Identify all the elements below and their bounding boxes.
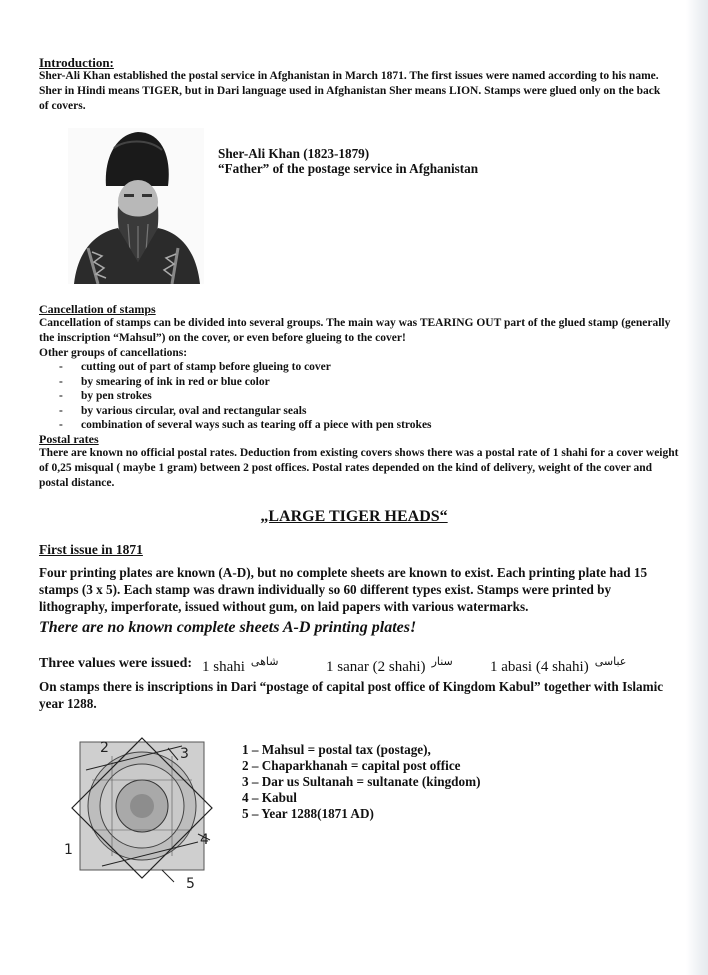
intro-text: Sher-Ali Khan established the postal service in Afghanistan in March 1871. The first issues were named according to his name. Sher in Hindi means TIGER, but in Dari language used in Afghanistan Sher means LION. Stamps were glued only on the back of covers. — [39, 70, 661, 112]
cancellation-heading: Cancellation of stamps — [39, 302, 156, 316]
section-title: „LARGE TIGER HEADS“ — [260, 508, 448, 525]
legend-item: 4 – Kabul — [242, 790, 297, 805]
list-item: - by various circular, oval and rectangular seals — [39, 404, 659, 419]
legend-item: 5 – Year 1288(1871 AD) — [242, 806, 374, 821]
list-item: - by pen strokes — [39, 389, 659, 404]
inscription-text: On stamps there is inscriptions in Dari “postage of capital post office of Kingdom Kabul” together with Islamic year 1288. — [39, 679, 664, 711]
intro-heading: Introduction: — [39, 55, 114, 70]
scan-edge — [686, 0, 708, 975]
legend-item: 3 – Dar us Sultanah = sultanate (kingdom) — [242, 774, 481, 789]
diagram-label-4: 4 — [200, 832, 209, 848]
portrait-caption-title: “Father” of the postage service in Afghanistan — [218, 161, 479, 176]
portrait-caption-name: Sher-Ali Khan (1823-1879) — [218, 146, 370, 161]
first-issue-heading: First issue in 1871 — [39, 542, 143, 557]
diagram-label-1: 1 — [64, 842, 73, 858]
legend-item: 1 – Mahsul = postal tax (postage), — [242, 742, 431, 757]
first-issue-text: Four printing plates are known (A-D), but no complete sheets are known to exist. Each printing plate had 15 stamps (3 x 5). Each stamp was drawn individually so 60 different types exist. Stamps were printed by lithography, imperforate, issued without gum, on laid papers with various watermarks. — [39, 565, 648, 614]
cancellation-list — [39, 360, 659, 433]
values-intro: Three values were issued: — [39, 656, 193, 671]
value-2-sanar — [326, 655, 453, 676]
diagram-label-2: 2 — [100, 740, 109, 756]
postal-rates-text: There are known no official postal rates. Deduction from existing covers shows there was a postal rate of 1 shahi for a cover weight of 0,25 misqual ( maybe 1 gram) between 2 post offices. Postal rates depended on the kind of delivery, weight of the cover and postal distance. — [39, 447, 679, 489]
value-2-label: 1 sanar (2 shahi) — [326, 659, 426, 675]
list-item: - by smearing of ink in red or blue color — [39, 375, 659, 390]
value-1-label: 1 shahi — [202, 659, 245, 675]
stamp-diagram — [62, 730, 222, 890]
value-1-shahi — [202, 655, 278, 676]
value-2-script: سنار — [431, 655, 453, 668]
diagram-label-5: 5 — [186, 876, 195, 890]
list-item: - combination of several ways such as tearing off a piece with pen strokes — [39, 418, 659, 433]
value-3-label: 1 abasi (4 shahi) — [490, 659, 589, 675]
portrait-image — [68, 128, 204, 284]
other-cancellations-heading: Other groups of cancellations: — [39, 347, 188, 359]
list-item: - cutting out of part of stamp before glueing to cover — [39, 360, 659, 375]
italic-note: There are no known complete sheets A-D printing plates! — [39, 619, 417, 636]
diagram-legend — [242, 742, 662, 822]
diagram-label-3: 3 — [180, 746, 189, 762]
value-3-script: عباسی — [594, 655, 627, 668]
value-3-abasi — [490, 655, 626, 676]
value-1-script: شاهی — [250, 655, 279, 668]
legend-item: 2 – Chaparkhanah = capital post office — [242, 758, 461, 773]
cancellation-text: Cancellation of stamps can be divided into several groups. The main way was TEARING OUT part of the glued stamp (generally the inscription “Mahsul”) on the cover, or even before glueing to the cover! — [39, 317, 671, 344]
postal-rates-heading: Postal rates — [39, 432, 99, 446]
